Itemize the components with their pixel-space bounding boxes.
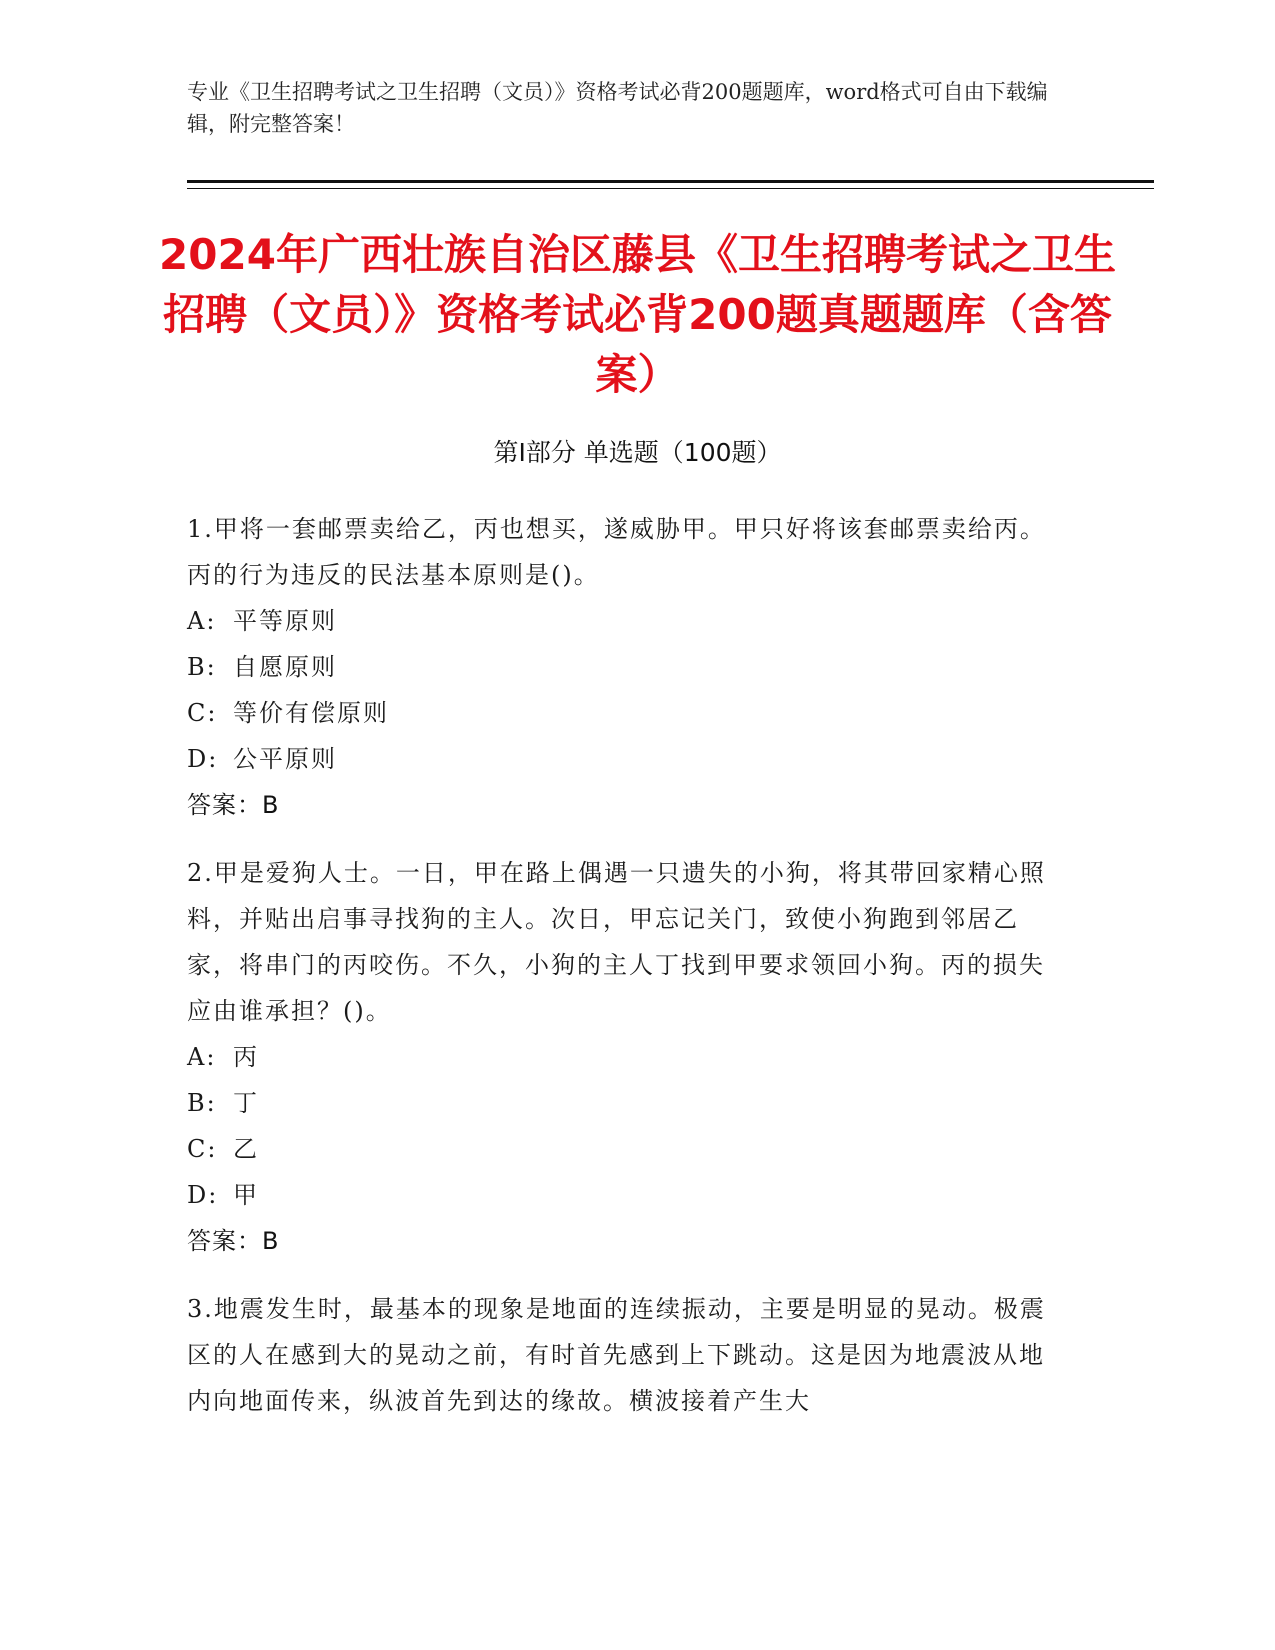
option-key: A:	[187, 1043, 217, 1071]
option-key: D:	[187, 1181, 219, 1209]
question-text: 2.甲是爱狗人士。一日，甲在路上偶遇一只遗失的小狗，将其带回家精心照料，并贴出启事寻找狗的主人。次日，甲忘记关门，致使小狗跑到邻居乙家，将串门的丙咬伤。不久，小狗的主人丁找到甲要求领回小狗。丙的损失应由谁承担？()。	[187, 859, 1046, 1025]
option-key: C:	[187, 699, 218, 727]
option-text: 乙	[233, 1135, 259, 1163]
option-text: 等价有偿原则	[233, 699, 389, 727]
answer-line: 答案：B	[187, 1227, 280, 1255]
option-text: 丁	[233, 1089, 259, 1117]
option-text: 自愿原则	[233, 653, 337, 681]
option-a	[187, 1034, 1067, 1080]
option-key: D:	[187, 745, 219, 773]
question-2	[187, 850, 1067, 1264]
option-c	[187, 1126, 1067, 1172]
option-key: C:	[187, 1135, 218, 1163]
option-key: B:	[187, 1089, 217, 1117]
header-rule-thick	[187, 180, 1154, 183]
option-text: 公平原则	[233, 745, 337, 773]
question-text: 3.地震发生时，最基本的现象是地面的连续振动，主要是明显的晃动。极震区的人在感到大的晃动之前，有时首先感到上下跳动。这是因为地震波从地内向地面传来，纵波首先到达的缘故。横波接着产生大	[187, 1295, 1046, 1415]
header-rule-thin	[187, 188, 1154, 189]
option-text: 甲	[233, 1181, 259, 1209]
option-a	[187, 598, 1067, 644]
question-3	[187, 1286, 1067, 1424]
option-text: 平等原则	[233, 607, 337, 635]
option-d	[187, 736, 1067, 782]
question-1	[187, 506, 1067, 828]
document-title: 2024年广西壮族自治区藤县《卫生招聘考试之卫生招聘（文员）》资格考试必背200题真题题库（含答案）	[159, 230, 1116, 399]
option-b	[187, 644, 1067, 690]
header-note: 专业《卫生招聘考试之卫生招聘（文员）》资格考试必背200题题库，word格式可自由下载编辑，附完整答案！	[187, 80, 1048, 136]
section-title: 第Ⅰ部分 单选题（100题）	[493, 438, 782, 467]
question-text: 1.甲将一套邮票卖给乙，丙也想买，遂威胁甲。甲只好将该套邮票卖给丙。丙的行为违反的民法基本原则是()。	[187, 515, 1046, 589]
option-key: A:	[187, 607, 217, 635]
option-c	[187, 690, 1067, 736]
option-key: B:	[187, 653, 217, 681]
answer-line: 答案：B	[187, 791, 280, 819]
option-b	[187, 1080, 1067, 1126]
option-d	[187, 1172, 1067, 1218]
option-text: 丙	[233, 1043, 259, 1071]
